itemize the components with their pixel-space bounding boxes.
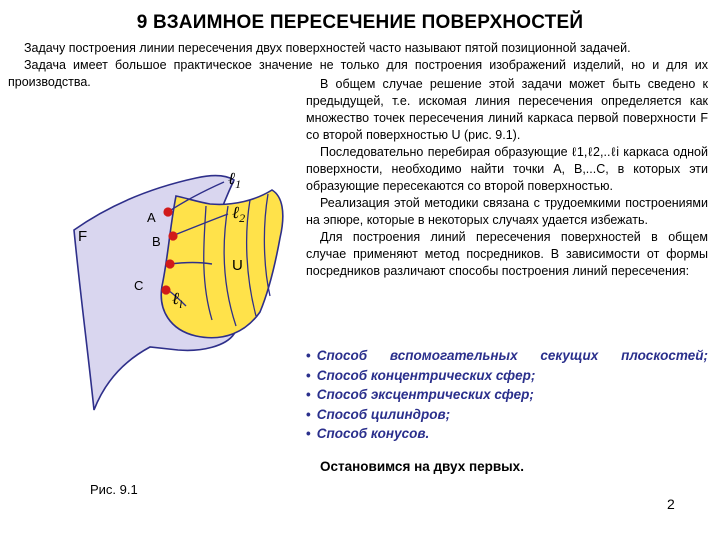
page-number: 2: [667, 496, 675, 512]
conclusion-text: Остановимся на двух первых.: [320, 459, 524, 474]
paragraph-intermediaries: Для построения линий пересечения поверхностей в общем случае применяют метод посредников. В зависимости от формы посредников различают способы построения линий пересечения:: [306, 230, 708, 278]
point-between: [165, 259, 174, 268]
point-c: [161, 285, 170, 294]
label-c: C: [134, 278, 144, 293]
figure-caption: Рис. 9.1: [90, 482, 138, 497]
label-l2: ℓ$_2$: [232, 203, 246, 225]
paragraph-generatrices: Последовательно перебирая образующие ℓ1,ℓ2,..ℓi каркаса одной поверхности, необходимо найти точки А, В,...С, в которых эти образующие пересекаются со второй поверхностью.: [306, 145, 708, 193]
label-b: B: [152, 234, 161, 249]
label-u: U: [232, 257, 243, 274]
label-li: ℓ$_i$: [172, 289, 183, 311]
method-item: • Способ конусов.: [306, 426, 430, 441]
method-item: • Способ цилиндров;: [306, 406, 451, 422]
point-a: [163, 207, 172, 216]
point-b: [168, 231, 177, 240]
method-item: • Способ концентрических сфер;: [306, 367, 536, 383]
method-item: • Способ эксцентрических сфер;: [306, 387, 534, 402]
bullet-icon: •: [306, 367, 311, 383]
bullet-icon: •: [306, 406, 311, 422]
intro-paragraph-1: Задачу построения линии пересечения двух поверхностей часто называют пятой позиционной задачей.: [24, 41, 631, 55]
paragraph-implementation: Реализация этой методики связана с трудоемкими построениями на эпюре, которые в некоторых случаях удается избежать.: [306, 196, 708, 227]
bullet-icon: •: [306, 387, 311, 402]
label-f: F: [78, 228, 88, 245]
label-l1: ℓ$_1$: [228, 169, 242, 191]
intro-paragraph-2: Задача имеет большое практическое значение не только для построения изображений изделий, но и для их производства.: [8, 58, 708, 89]
bullet-icon: •: [306, 348, 311, 363]
bullet-icon: •: [306, 426, 311, 441]
method-item: • Способ вспомогательных секущих плоскостей;: [306, 348, 708, 363]
paragraph-general-case: В общем случае решение этой задачи может быть сведено к предыдущей, т.е. искомая линия пересечения определяется как множество точек пересечения линий каркаса первой поверхности F со второй поверхностью U (рис. 9.1).: [306, 77, 708, 142]
label-a: A: [147, 210, 156, 225]
page-title: 9 ВЗАИМНОЕ ПЕРЕСЕЧЕНИЕ ПОВЕРХНОСТЕЙ: [136, 12, 584, 33]
surface-u: [161, 190, 283, 338]
